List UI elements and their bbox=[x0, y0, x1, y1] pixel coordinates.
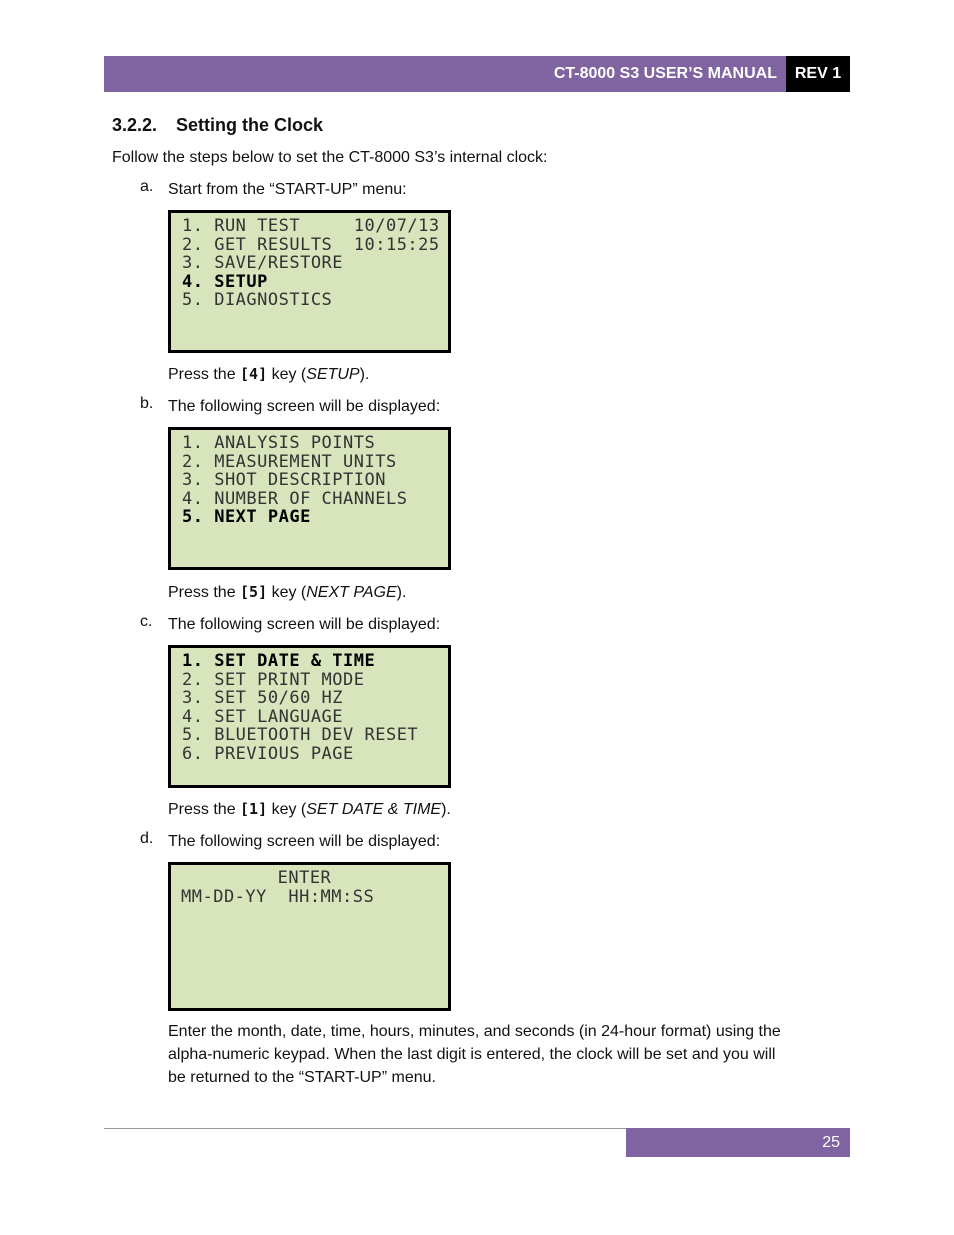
lcd-line bbox=[181, 962, 448, 981]
instruction-suffix: ). bbox=[359, 366, 370, 383]
lcd-line: 2. GET RESULTS 10:15:25 bbox=[182, 234, 440, 255]
lcd-line bbox=[181, 906, 448, 925]
key-label: [1] bbox=[240, 800, 268, 818]
lcd-line: 3. SAVE/RESTORE bbox=[182, 253, 344, 274]
lcd-line-highlighted: 4. SETUP bbox=[182, 271, 268, 292]
header-rev-badge: REV 1 bbox=[786, 56, 850, 92]
lcd-line: 1. RUN TEST 10/07/13 bbox=[182, 216, 440, 236]
lcd-line: 5. DIAGNOSTICS bbox=[182, 290, 333, 311]
closing-paragraph bbox=[168, 1020, 781, 1089]
lcd-line: 3. SET 50/60 HZ bbox=[182, 688, 344, 709]
instruction-prefix: Press the bbox=[168, 584, 241, 601]
section-heading bbox=[112, 115, 323, 136]
lcd-line bbox=[181, 925, 448, 944]
lcd-line: 6. PREVIOUS PAGE bbox=[182, 743, 354, 764]
menu-name: SETUP bbox=[306, 366, 360, 383]
instruction-mid: key ( bbox=[267, 584, 307, 601]
closing-line: Enter the month, date, time, hours, minutes, and seconds (in 24-hour format) using the bbox=[168, 1023, 781, 1040]
lcd-line: 4. NUMBER OF CHANNELS bbox=[182, 488, 408, 509]
section-number: 3.2.2. bbox=[112, 115, 158, 135]
step-b-text: The following screen will be displayed: bbox=[168, 398, 441, 415]
lcd-line-highlighted: 1. SET DATE & TIME bbox=[182, 651, 376, 671]
lcd-screen-setup bbox=[168, 427, 451, 570]
step-a-text: Start from the “START-UP” menu: bbox=[168, 181, 407, 198]
section-title: Setting the Clock bbox=[176, 115, 324, 135]
lcd-line: 2. SET PRINT MODE bbox=[182, 669, 365, 690]
step-d-text: The following screen will be displayed: bbox=[168, 833, 441, 850]
step-b-letter: b. bbox=[140, 395, 154, 412]
instruction-prefix: Press the bbox=[168, 366, 241, 383]
instruction-prefix: Press the bbox=[168, 801, 241, 818]
step-b-instruction bbox=[168, 581, 406, 604]
lcd-line: 2. MEASUREMENT UNITS bbox=[182, 451, 397, 472]
instruction-suffix: ). bbox=[396, 584, 407, 601]
intro-text: Follow the steps below to set the CT-8000 S3’s internal clock: bbox=[112, 149, 548, 166]
lcd-screen-enter-datetime bbox=[168, 862, 451, 1011]
step-c-text: The following screen will be displayed: bbox=[168, 616, 441, 633]
menu-name: SET DATE & TIME bbox=[306, 801, 442, 818]
lcd-line: 3. SHOT DESCRIPTION bbox=[182, 470, 386, 491]
lcd-line: ENTER bbox=[181, 868, 332, 888]
instruction-mid: key ( bbox=[267, 801, 307, 818]
header-title: CT-8000 S3 USER’S MANUAL bbox=[104, 56, 786, 92]
step-a-letter: a. bbox=[140, 178, 154, 195]
lcd-line: MM-DD-YY HH:MM:SS bbox=[181, 886, 375, 907]
closing-line: alpha-numeric keypad. When the last digit is entered, the clock will be set and you will bbox=[168, 1046, 776, 1063]
step-d-letter: d. bbox=[140, 830, 154, 847]
closing-line: be returned to the “START-UP” menu. bbox=[168, 1069, 436, 1086]
lcd-line: 4. SET LANGUAGE bbox=[182, 706, 344, 727]
footer-divider bbox=[104, 1128, 626, 1129]
instruction-suffix: ). bbox=[441, 801, 451, 818]
page-number: 25 bbox=[626, 1128, 850, 1157]
key-label: [4] bbox=[240, 365, 268, 383]
key-label: [5] bbox=[240, 583, 268, 601]
lcd-line bbox=[182, 310, 448, 329]
lcd-line bbox=[181, 943, 448, 962]
lcd-line: 5. BLUETOOTH DEV RESET bbox=[182, 725, 419, 746]
menu-name: NEXT PAGE bbox=[306, 584, 397, 601]
step-c-instruction bbox=[168, 798, 451, 821]
lcd-line: 1. ANALYSIS POINTS bbox=[182, 433, 376, 453]
step-c-letter: c. bbox=[140, 613, 153, 630]
instruction-mid: key ( bbox=[267, 366, 307, 383]
lcd-screen-setup-page2 bbox=[168, 645, 451, 788]
lcd-line bbox=[182, 527, 448, 546]
step-a-instruction bbox=[168, 363, 369, 386]
lcd-line-highlighted: 5. NEXT PAGE bbox=[182, 507, 311, 528]
lcd-screen-startup bbox=[168, 210, 451, 353]
